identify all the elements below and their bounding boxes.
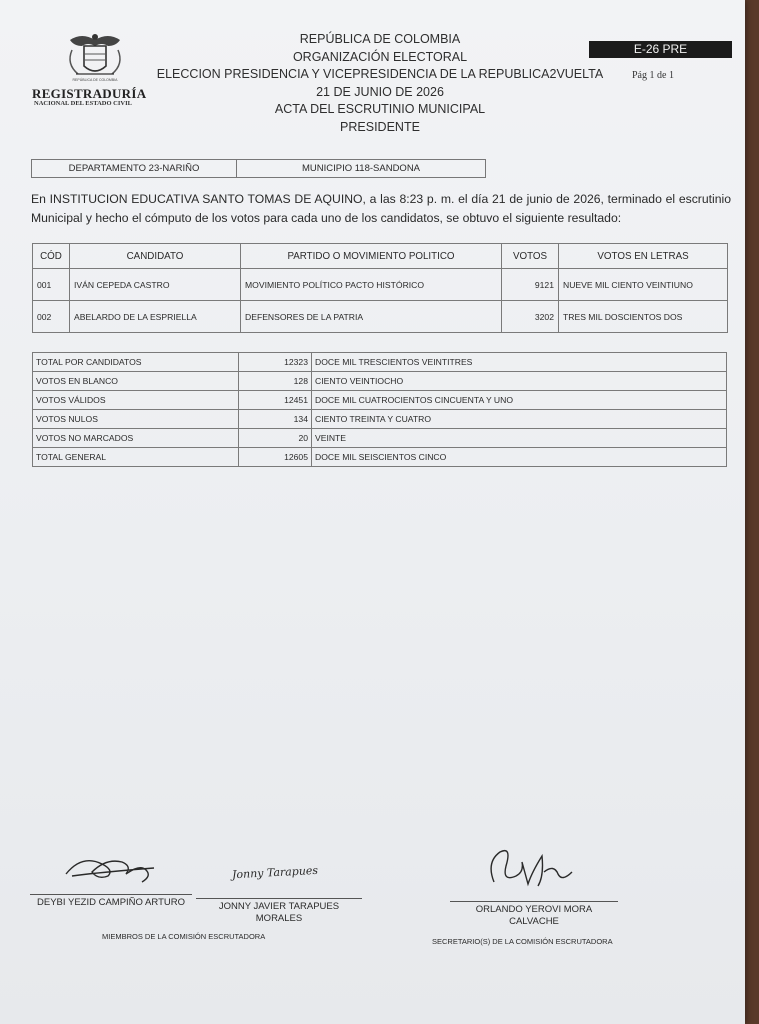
totals-row xyxy=(33,448,727,467)
candidate-name: ABELARDO DE LA ESPRIELLA xyxy=(70,301,241,333)
header-party: PARTIDO O MOVIMIENTO POLITICO xyxy=(241,244,502,269)
totals-label: VOTOS NO MARCADOS xyxy=(33,429,239,448)
header-code: CÓD xyxy=(33,244,70,269)
secretary-caption: SECRETARIO(S) DE LA COMISIÓN ESCRUTADORA xyxy=(432,937,613,946)
candidate-votes: 3202 xyxy=(502,301,559,333)
totals-words: CIENTO TREINTA Y CUATRO xyxy=(312,410,727,429)
totals-value: 128 xyxy=(239,372,312,391)
totals-value: 134 xyxy=(239,410,312,429)
signature-line-member1 xyxy=(30,894,192,895)
header-country: REPÚBLICA DE COLOMBIA xyxy=(299,32,461,46)
header-votes-words: VOTOS EN LETRAS xyxy=(559,244,728,269)
page-number: Pág 1 de 1 xyxy=(632,70,674,81)
totals-words: VEINTE xyxy=(312,429,727,448)
candidate-code: 001 xyxy=(33,269,70,301)
member1-name: DEYBI YEZID CAMPIÑO ARTURO xyxy=(37,897,185,908)
signature-secretary-scribble xyxy=(482,842,582,894)
signature-line-member2 xyxy=(196,898,362,899)
registry-name: REGISTRADURÍA xyxy=(32,86,147,101)
candidate-votes-words: TRES MIL DOSCIENTOS DOS xyxy=(559,301,728,333)
secretary-name-line1: ORLANDO YEROVI MORA xyxy=(475,904,593,915)
totals-row xyxy=(33,391,727,410)
logo-caption: REPÚBLICA DE COLOMBIA xyxy=(72,78,118,82)
candidate-votes-words: NUEVE MIL CIENTO VEINTIUNO xyxy=(559,269,728,301)
table-row xyxy=(33,301,728,333)
header-organization: ORGANIZACIÓN ELECTORAL xyxy=(292,50,468,64)
totals-row xyxy=(33,353,727,372)
municipality-field: MUNICIPIO 118-SANDONA xyxy=(301,163,421,174)
totals-label: TOTAL GENERAL xyxy=(33,448,239,467)
candidates-table xyxy=(32,243,728,333)
header-votes: VOTOS xyxy=(502,244,559,269)
totals-value: 12605 xyxy=(239,448,312,467)
totals-words: DOCE MIL CUATROCIENTOS CINCUENTA Y UNO xyxy=(312,391,727,410)
registry-subtitle: NACIONAL DEL ESTADO CIVIL xyxy=(34,100,132,107)
table-row xyxy=(33,269,728,301)
members-caption: MIEMBROS DE LA COMISIÓN ESCRUTADORA xyxy=(102,932,266,941)
table-header-row xyxy=(33,244,728,269)
totals-words: DOCE MIL SEISCIENTOS CINCO xyxy=(312,448,727,467)
totals-row xyxy=(33,429,727,448)
candidate-party: DEFENSORES DE LA PATRIA xyxy=(241,301,502,333)
candidate-code: 002 xyxy=(33,301,70,333)
location-box xyxy=(31,159,486,178)
totals-table xyxy=(32,352,727,467)
candidate-votes: 9121 xyxy=(502,269,559,301)
signature-member1-scribble xyxy=(62,846,162,892)
header-date: 21 DE JUNIO DE 2026 xyxy=(316,85,444,99)
signature-member2-scribble: Jonny Tarapues xyxy=(231,863,319,882)
totals-value: 20 xyxy=(239,429,312,448)
totals-value: 12323 xyxy=(239,353,312,372)
totals-words: CIENTO VEINTIOCHO xyxy=(312,372,727,391)
header-candidate: CANDIDATO xyxy=(70,244,241,269)
signature-line-secretary xyxy=(450,901,618,902)
header-act-title: ACTA DEL ESCRUTINIO MUNICIPAL xyxy=(274,102,486,116)
secretary-name-line2: CALVACHE xyxy=(509,916,559,927)
totals-value: 12451 xyxy=(239,391,312,410)
totals-label: VOTOS NULOS xyxy=(33,410,239,429)
totals-label: VOTOS EN BLANCO xyxy=(33,372,239,391)
member2-name-line1: JONNY JAVIER TARAPUES xyxy=(218,901,340,912)
candidate-party: MOVIMIENTO POLÍTICO PACTO HISTÓRICO xyxy=(241,269,502,301)
totals-label: VOTOS VÁLIDOS xyxy=(33,391,239,410)
intro-paragraph: En INSTITUCION EDUCATIVA SANTO TOMAS DE AQUINO, a las 8:23 p. m. el día 21 de junio de 2026, terminado el escrutinio Municipal y hecho el cómputo de los votos para cada uno de los candidatos, se obtuvo el siguiente resultado: xyxy=(31,192,731,225)
totals-words: DOCE MIL TRESCIENTOS VEINTITRES xyxy=(312,353,727,372)
member2-name-line2: MORALES xyxy=(255,913,303,924)
candidate-name: IVÁN CEPEDA CASTRO xyxy=(70,269,241,301)
totals-row xyxy=(33,372,727,391)
header-office: PRESIDENTE xyxy=(340,120,420,134)
totals-row xyxy=(33,410,727,429)
totals-label: TOTAL POR CANDIDATOS xyxy=(33,353,239,372)
form-code-badge: E-26 PRE xyxy=(589,41,732,58)
header-election: ELECCION PRESIDENCIA Y VICEPRESIDENCIA DE LA REPUBLICA2VUELTA xyxy=(156,67,604,81)
department-field: DEPARTAMENTO 23-NARIÑO xyxy=(32,160,237,177)
